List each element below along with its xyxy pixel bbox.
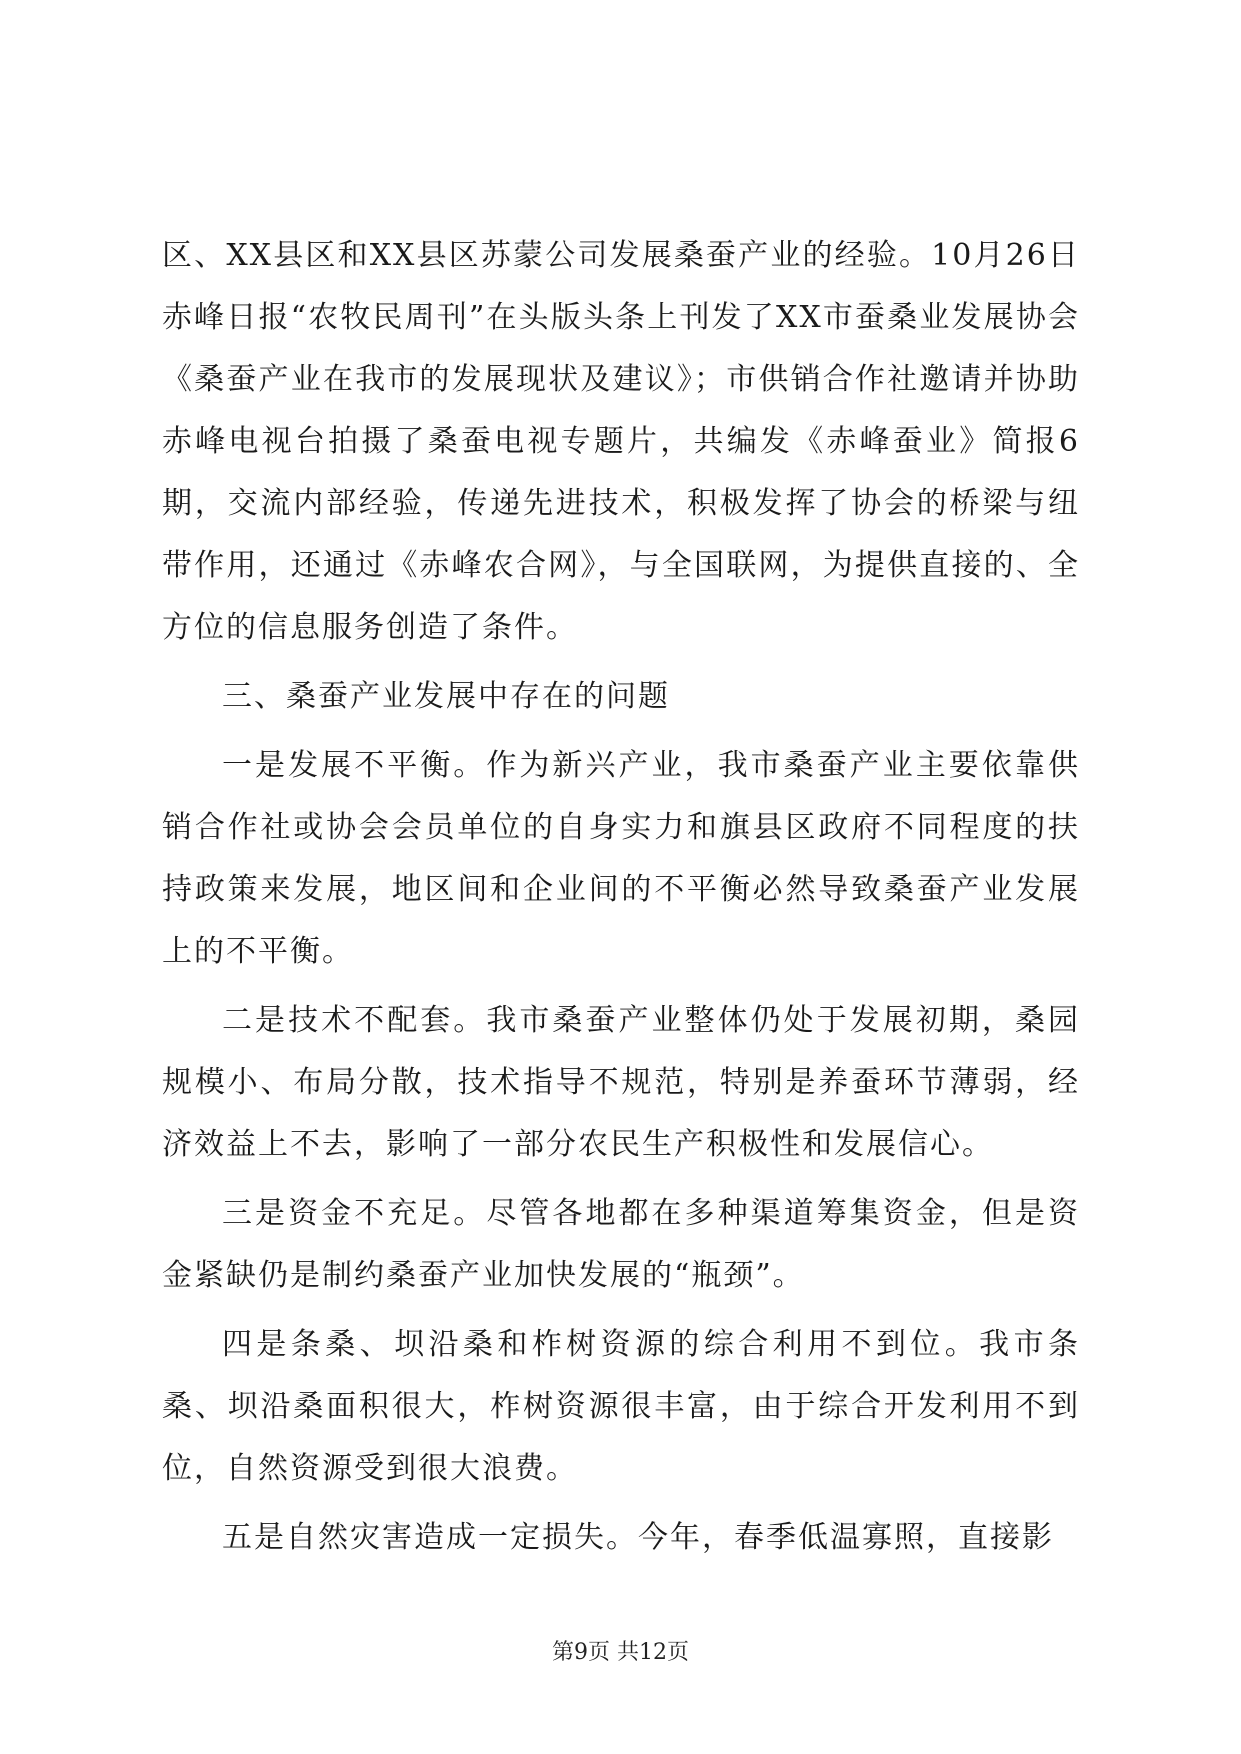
paragraph-issue-2: 二是技术不配套。我市桑蚕产业整体仍处于发展初期，桑园规模小、布局分散，技术指导不规范，特别是养蚕环节薄弱，经济效益上不去，影响了一部分农民生产积极性和发展信心。 xyxy=(162,1003,1080,1162)
document-body xyxy=(162,225,1080,1569)
page-footer: 第9页 共12页 xyxy=(552,1640,689,1665)
paragraph-issue-5: 五是自然灾害造成一定损失。今年，春季低温寡照，直接影 xyxy=(222,1520,1054,1555)
section-heading: 三、桑蚕产业发展中存在的问题 xyxy=(222,679,670,714)
paragraph-issue-4: 四是条桑、坝沿桑和柞树资源的综合利用不到位。我市条桑、坝沿桑面积很大，柞树资源很丰富，由于综合开发利用不到位，自然资源受到很大浪费。 xyxy=(162,1327,1080,1486)
paragraph-continued: 区、XX县区和XX县区苏蒙公司发展桑蚕产业的经验。10月26日赤峰日报“农牧民周刊”在头版头条上刊发了XX市蚕桑业发展协会《桑蚕产业在我市的发展现状及建议》；市供销合作社邀请并协助赤峰电视台拍摄了桑蚕电视专题片，共编发《赤峰蚕业》简报6期，交流内部经验，传递先进技术，积极发挥了协会的桥梁与纽带作用，还通过《赤峰农合网》，与全国联网，为提供直接的、全方位的信息服务创造了条件。 xyxy=(162,238,1080,645)
paragraph-issue-3: 三是资金不充足。尽管各地都在多种渠道筹集资金，但是资金紧缺仍是制约桑蚕产业加快发展的“瓶颈”。 xyxy=(162,1196,1080,1293)
paragraph-issue-1: 一是发展不平衡。作为新兴产业，我市桑蚕产业主要依靠供销合作社或协会会员单位的自身实力和旗县区政府不同程度的扶持政策来发展，地区间和企业间的不平衡必然导致桑蚕产业发展上的不平衡。 xyxy=(162,748,1080,969)
